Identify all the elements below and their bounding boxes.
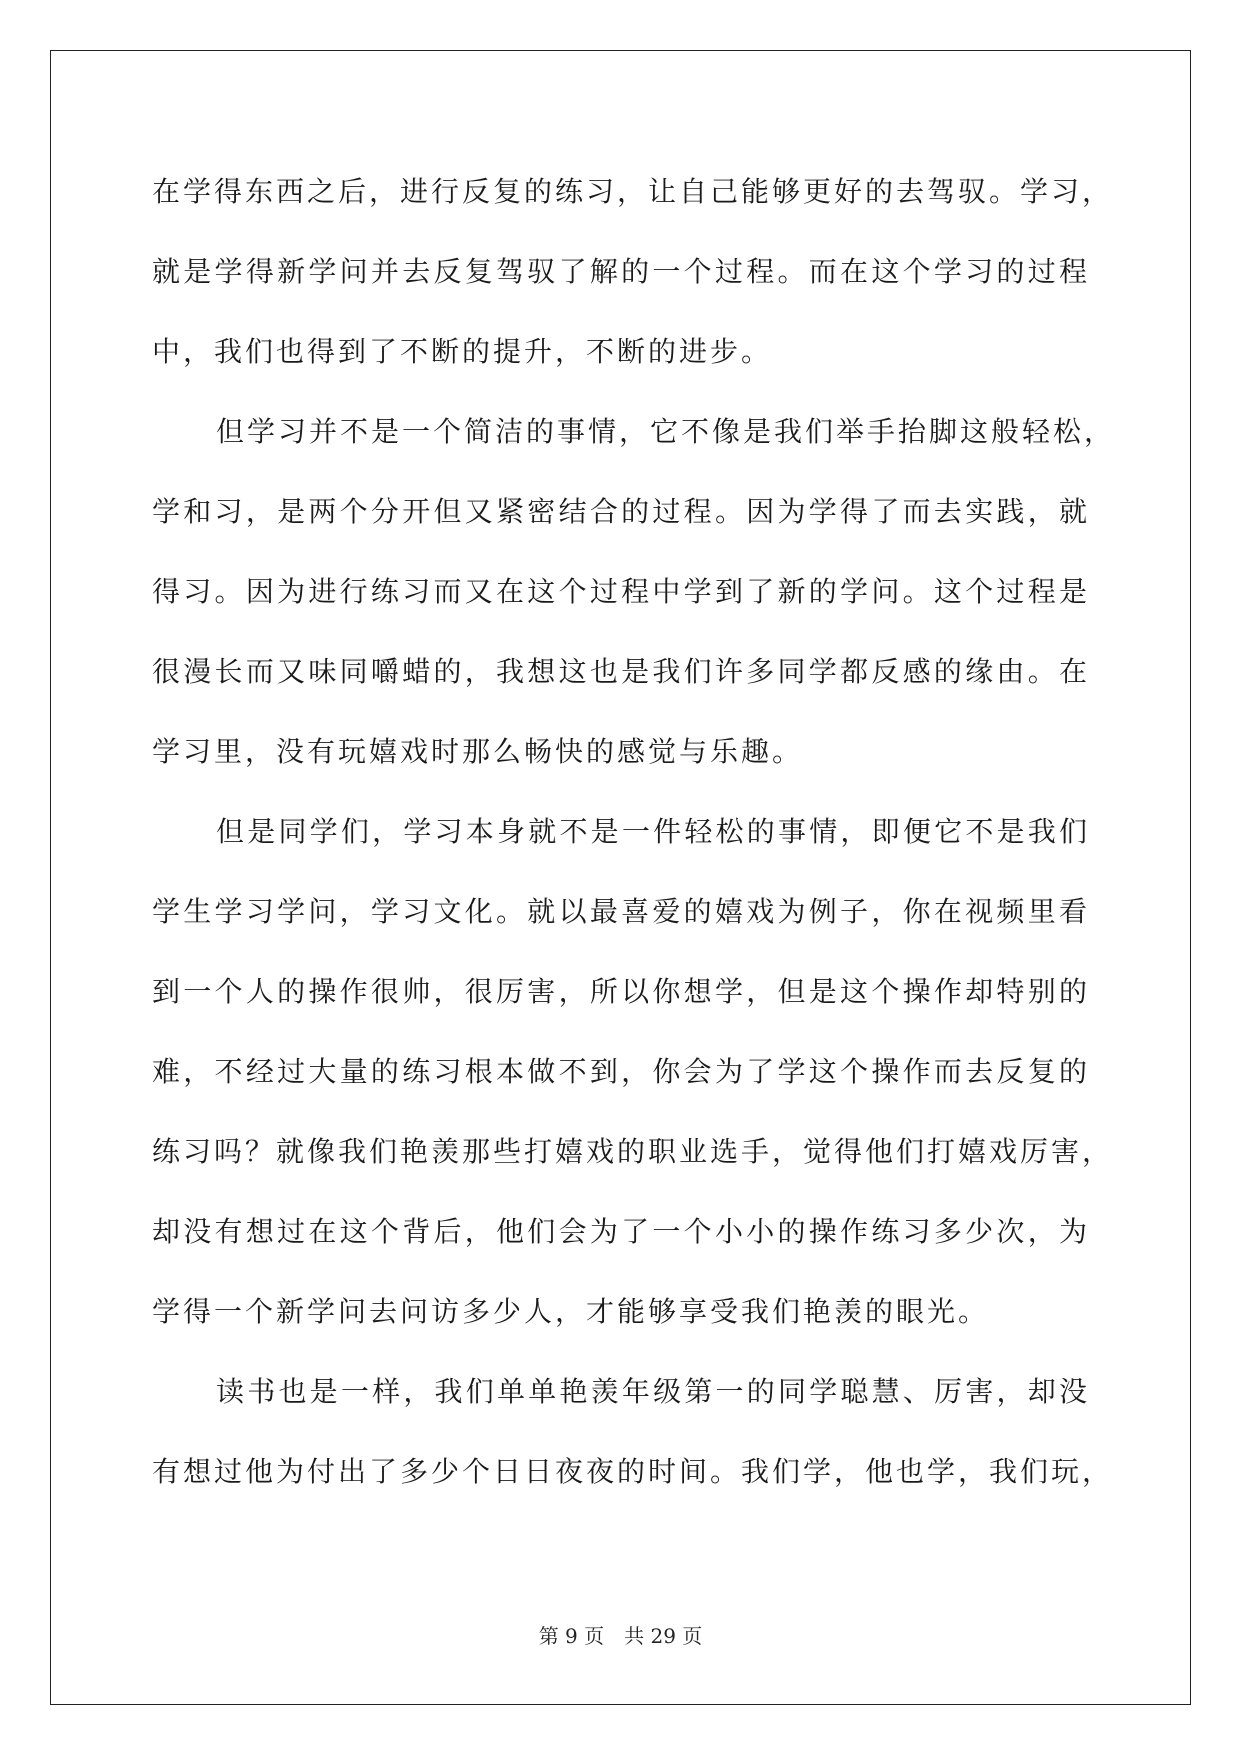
page-footer <box>0 1624 1241 1648</box>
text-line: 却没有想过在这个背后，他们会为了一个小小的操作练习多少次，为 <box>152 1215 1090 1248</box>
footer-prefix: 第 <box>538 1624 566 1648</box>
text-line: 到一个人的操作很帅，很厉害，所以你想学，但是这个操作却特别的 <box>152 975 1090 1008</box>
text-line: 学生学习学问，学习文化。就以最喜爱的嬉戏为例子，你在视频里看 <box>152 895 1090 928</box>
text-line: 有想过他为付出了多少个日日夜夜的时间。我们学，他也学，我们玩， <box>152 1455 1114 1488</box>
text-line: 难，不经过大量的练习根本做不到，你会为了学这个操作而去反复的 <box>152 1055 1090 1088</box>
text-line: 中，我们也得到了不断的提升，不断的进步。 <box>152 335 773 368</box>
text-line: 得习。因为进行练习而又在这个过程中学到了新的学问。这个过程是 <box>152 575 1090 608</box>
text-line: 在学得东西之后，进行反复的练习，让自己能够更好的去驾驭。学习， <box>152 175 1114 208</box>
total-pages-number: 29 <box>650 1624 676 1648</box>
text-line: 但是同学们，学习本身就不是一件轻松的事情，即便它不是我们 <box>216 815 1090 848</box>
text-line: 读书也是一样，我们单单艳羡年级第一的同学聪慧、厉害，却没 <box>216 1375 1090 1408</box>
text-line: 很漫长而又味同嚼蜡的，我想这也是我们许多同学都反感的缘由。在 <box>152 655 1090 688</box>
text-line: 学得一个新学问去问访多少人，才能够享受我们艳羡的眼光。 <box>152 1295 990 1328</box>
text-line: 学和习，是两个分开但又紧密结合的过程。因为学得了而去实践，就 <box>152 495 1090 528</box>
text-line: 学习里，没有玩嬉戏时那么畅快的感觉与乐趣。 <box>152 735 804 768</box>
current-page-number: 9 <box>565 1624 578 1648</box>
footer-suffix: 页 <box>675 1624 703 1648</box>
footer-middle: 页 共 <box>577 1624 651 1648</box>
text-line: 就是学得新学问并去反复驾驭了解的一个过程。而在这个学习的过程 <box>152 255 1090 288</box>
text-line: 练习吗？就像我们艳羡那些打嬉戏的职业选手，觉得他们打嬉戏厉害， <box>152 1135 1114 1168</box>
document-body <box>152 172 1116 1532</box>
text-line: 但学习并不是一个简洁的事情，它不像是我们举手抬脚这般轻松， <box>216 415 1116 448</box>
